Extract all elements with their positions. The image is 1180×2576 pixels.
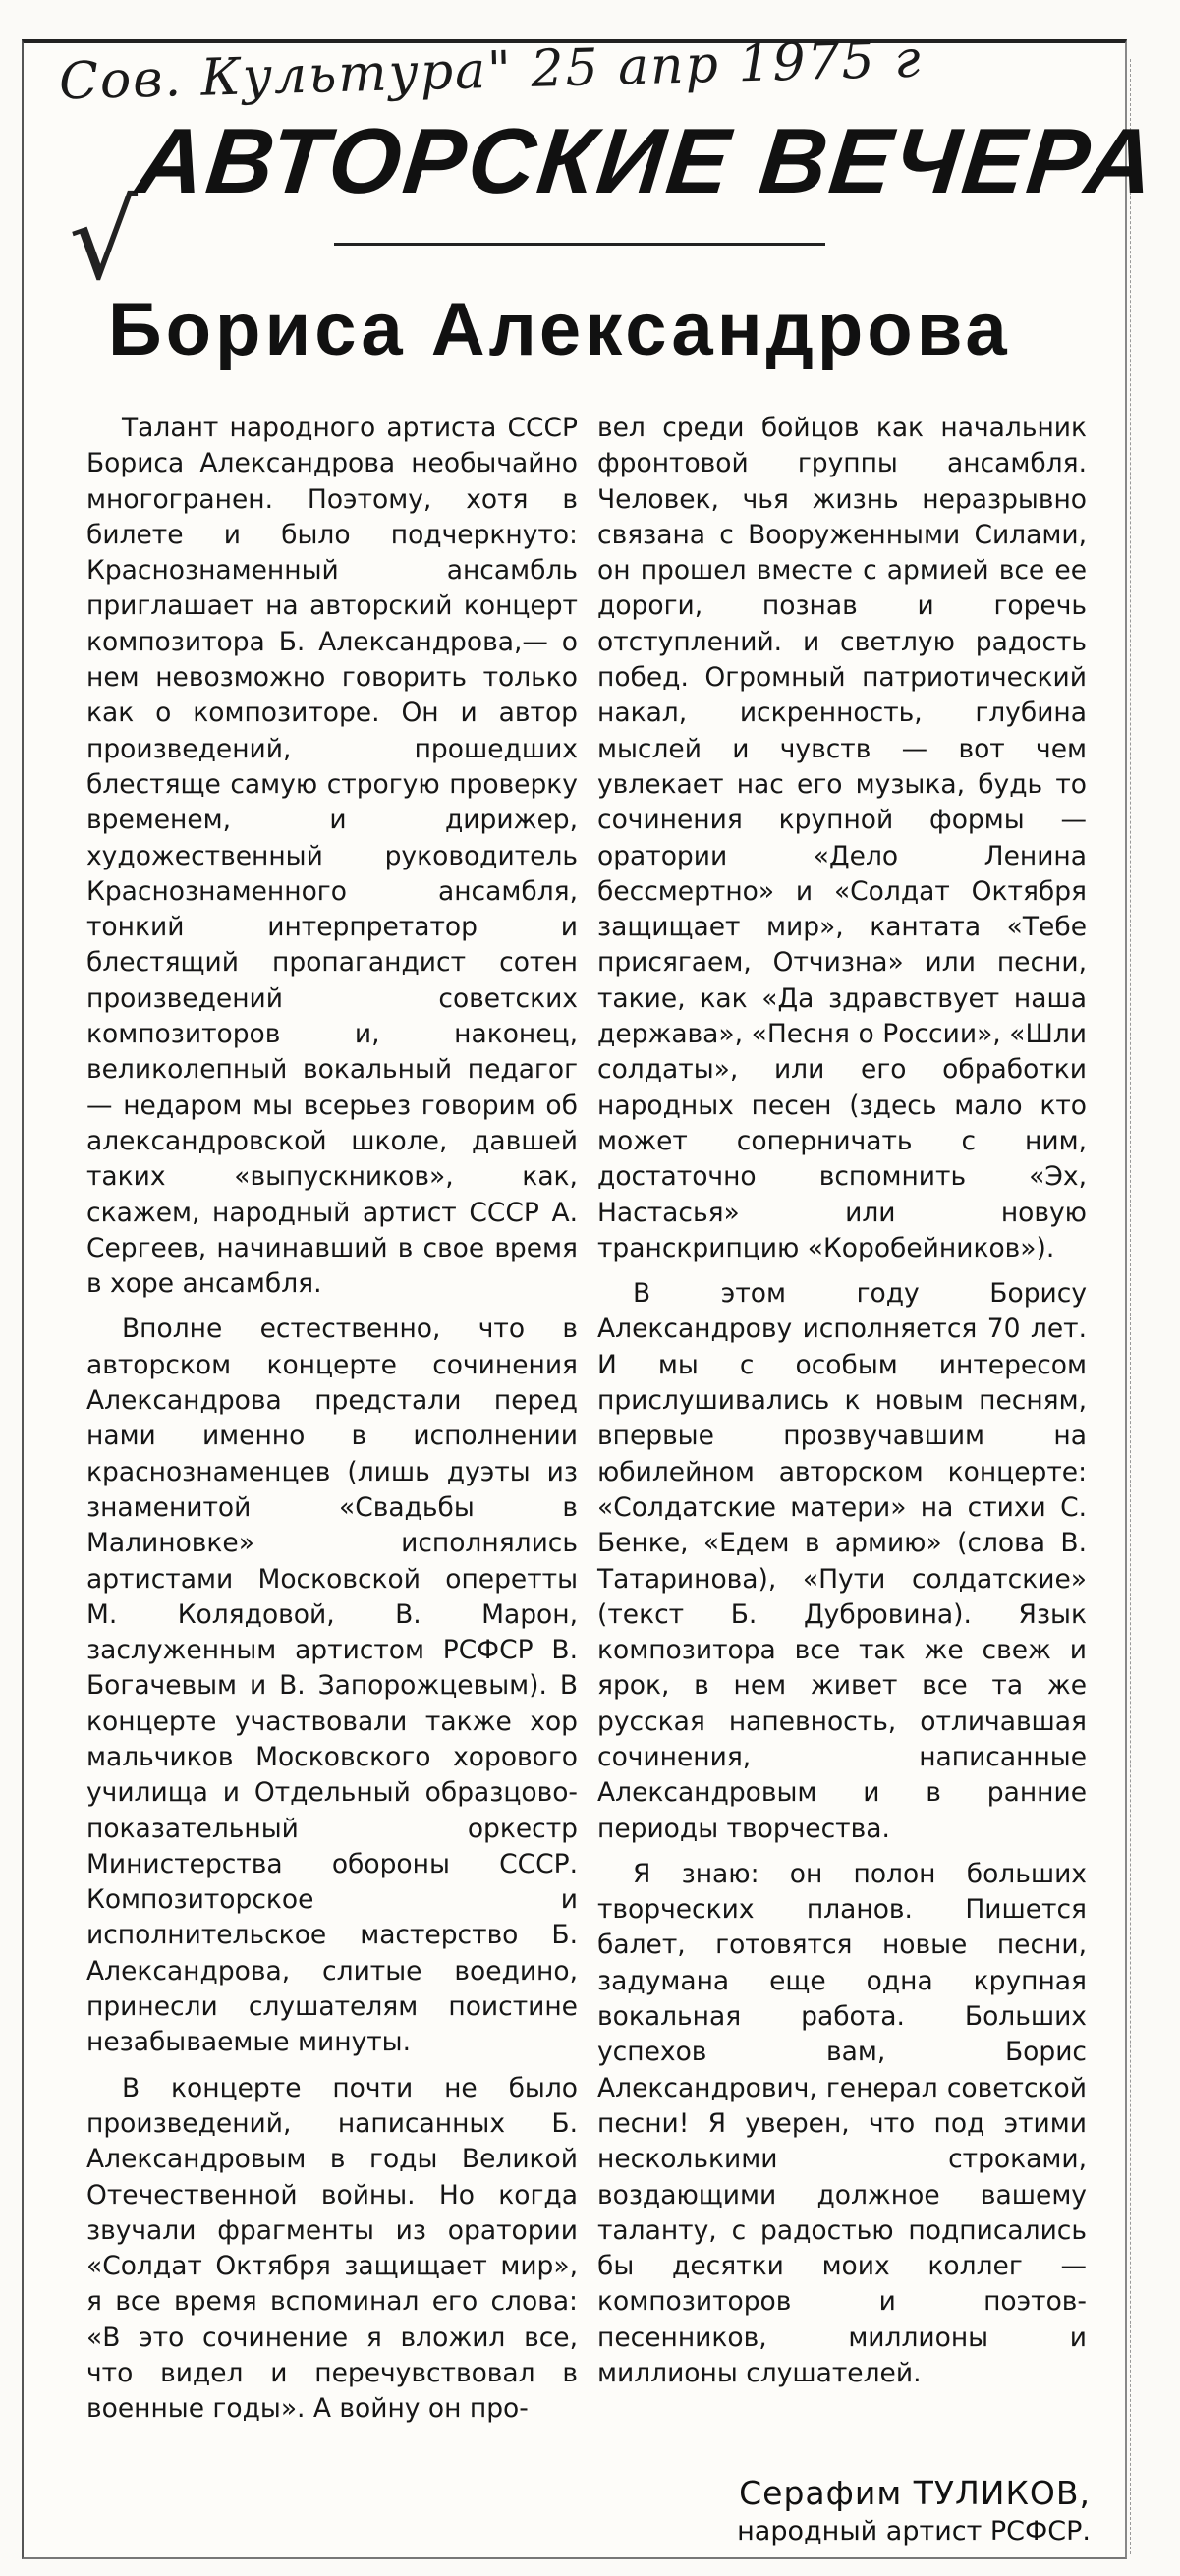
paragraph: Я знаю: он полон больших творческих планов. Пишется балет, готовятся новые песни, задумана еще одна крупная вокальная работа. Больших успехов вам, Борис Александрович, генерал советской песни! Я уверен, что под этими несколькими строками, воздающими должное вашему таланту, с радостью подписались бы десятки моих коллег — композиторов и поэтов-песенников, миллионы и миллионы слушателей. — [597, 1858, 1087, 2389]
clip-edge-line — [1130, 59, 1131, 2554]
paragraph: В концерте почти не было произведений, написанных Б. Александровым в годы Великой Отечественной войны. Но когда звучали фрагменты из оратории «Солдат Октября защищает мир», я все время вспоминал его слова: «В это сочинение я вложил все, что видел и перечувствовал в военные годы». А войну он про- — [86, 2072, 578, 2425]
article-column-left — [86, 411, 578, 2437]
headline-divider — [334, 243, 825, 246]
article-column-right — [597, 411, 1087, 2401]
paragraph: Талант народного артиста СССР Бориса Александрова необычайно многогранен. Поэтому, хотя в билете и было подчеркнуто: Краснознаменный ансамбль приглашает на авторский концерт композитора Б. Александрова,— о нем невозможно говорить только как о композиторе. Он и автор произведений, прошедших блестяще самую строгую проверку временем, и дирижер, художественный руководитель Краснознаменного ансамбля, тонкий интерпретатор и блестящий пропагандист сотен произведений советских композиторов и, наконец, великолепный вокальный педагог — недаром мы всерьез говорим об александровской школе, давшей таких «выпускников», как, скажем, народный артист СССР А. Сергеев, начинавший в свое время в хоре ансамбля. — [86, 413, 578, 1300]
article-headline: Бориса Александрова — [108, 288, 1011, 371]
author-title: народный артист РСФСР. — [737, 2516, 1091, 2547]
checkmark-icon: √ — [69, 178, 139, 304]
author-name: Серафим ТУЛИКОВ, — [739, 2474, 1091, 2512]
paragraph: Вполне естественно, что в авторском концерте сочинения Александрова предстали перед нами именно в исполнении краснознаменцев (лишь дуэты из знаменитой «Свадьбы в Малиновке» исполнялись артистами Московской оперетты М. Колядовой, В. Марон, заслуженным артистом РСФСР В. Богачевым и В. Запорожцевым). В концерте участвовали также хор мальчиков Московского хорового училища и Отдельный образцово-показательный оркестр Министерства обороны СССР. Композиторское и исполнительское мастерство Б. Александрова, слитые воедино, принесли слушателям поистине незабываемые минуты. — [86, 1314, 578, 2058]
handwritten-annotation: Сов. Культура" 25 апр 1975 г — [58, 29, 924, 112]
paragraph: В этом году Борису Александрову исполняется 70 лет. И мы с особым интересом прислушивались к новым песням, впервые прозвучавшим на юбилейном авторском концерте: «Солдатские матери» на стихи С. Бенке, «Едем в армию» (слова В. Татаринова), «Пути солдатские» (текст Б. Дубровина). Язык композитора все так же свеж и ярок, в нем живет все та же русская напевность, отличавшая сочинения, написанные Александровым и в ранние периоды творчества. — [597, 1278, 1087, 1844]
paragraph-continuation: вел среди бойцов как начальник фронтовой группы ансамбля. Человек, чья жизнь неразрывно связана с Вооруженными Силами, он прошел вместе с армией все ее дороги, познав и горечь отступлений. и светлую радость побед. Огромный патриотический накал, искренность, глубина мыслей и чувств — вот чем увлекает нас его музыка, будь то сочинения крупной формы — оратории «Дело Ленина бессмертно» и «Солдат Октября защищает мир», кантата «Тебе присягаем, Отчизна» или песни, такие, как «Да здравствует наша держава», «Песня о России», «Шли солдаты», или его обработки народных песен (здесь мало кто может соперничать с ним, достаточно вспомнить «Эх, Настасья» или новую транскрипцию «Коробейников»). — [597, 413, 1087, 1263]
article-kicker: АВТОРСКИЕ ВЕЧЕРА — [132, 109, 1162, 212]
author-signature — [678, 2474, 1091, 2547]
